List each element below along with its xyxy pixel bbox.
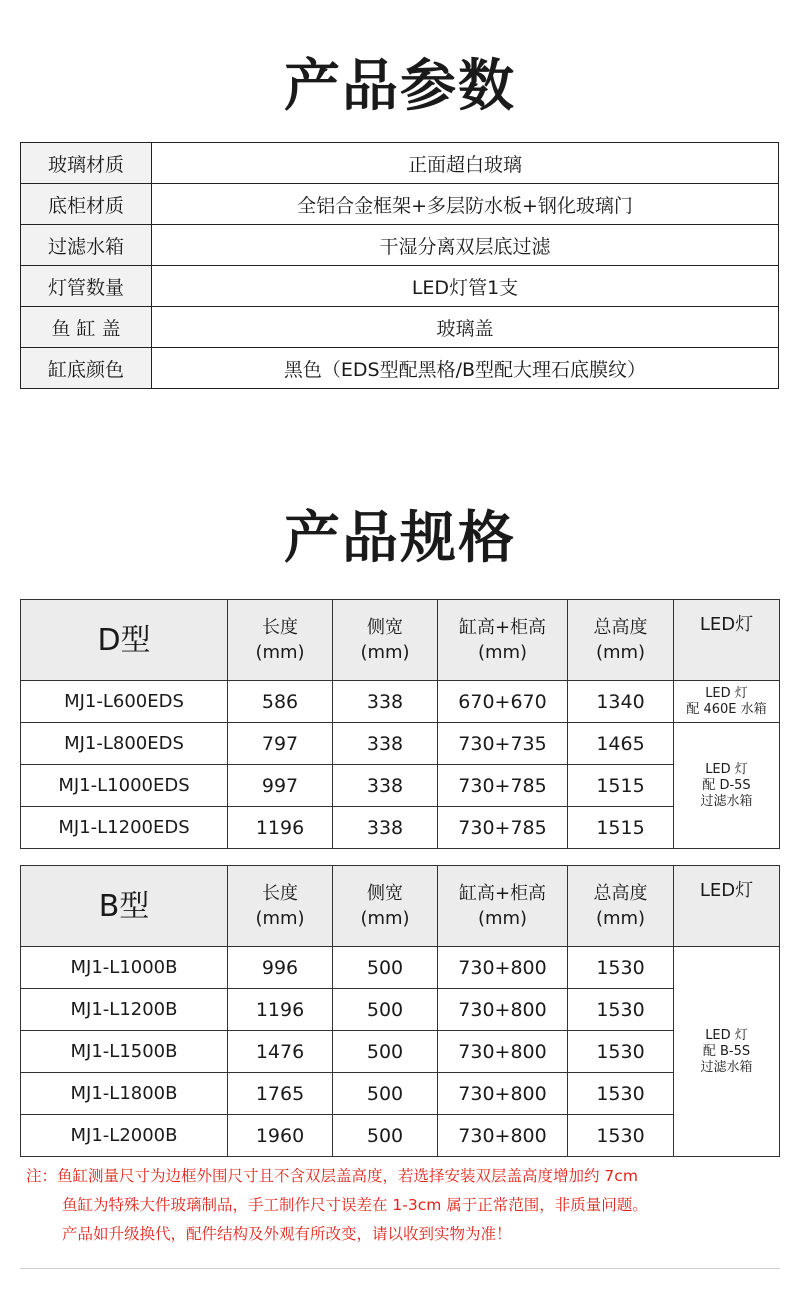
type-heading: D型: [21, 600, 228, 681]
spec-row: [21, 1115, 780, 1157]
led-note-line: 配 D-5S: [702, 777, 751, 793]
param-value: 干湿分离双层底过滤: [152, 225, 779, 266]
param-label: 底柜材质: [21, 184, 152, 225]
led-note: [674, 947, 780, 1157]
cell-width: 338: [333, 681, 438, 723]
cell-model: MJ1-L1800B: [21, 1073, 228, 1115]
param-label: 过滤水箱: [21, 225, 152, 266]
led-note-line: 配 B-5S: [702, 1043, 751, 1059]
cell-total: 1515: [568, 765, 674, 807]
cell-width: 338: [333, 723, 438, 765]
cell-total: 1515: [568, 807, 674, 849]
height-header: [438, 866, 568, 947]
cell-height: 730+800: [438, 1031, 568, 1073]
cell-width: 500: [333, 1031, 438, 1073]
specs-title: 产品规格: [284, 506, 516, 571]
width-header: [333, 600, 438, 681]
cell-total: 1530: [568, 1073, 674, 1115]
height-header-unit: (mm): [477, 908, 528, 929]
led-note: [674, 681, 780, 723]
led-note-line: 过滤水箱: [700, 793, 753, 809]
height-header-name: 缸高+柜高: [458, 883, 547, 904]
cell-total: 1530: [568, 989, 674, 1031]
param-row: [21, 307, 779, 348]
cell-width: 500: [333, 947, 438, 989]
note-line-2: 鱼缸为特殊大件玻璃制品，手工制作尺寸误差在 1-3cm 属于正常范围，非质量问题。: [62, 1196, 648, 1214]
spec-row: [21, 681, 780, 723]
cell-total: 1530: [568, 1031, 674, 1073]
cell-model: MJ1-L600EDS: [21, 681, 228, 723]
height-header: [438, 600, 568, 681]
spec-row: [21, 723, 780, 765]
led-note-line: LED 灯: [705, 685, 748, 701]
cell-total: 1530: [568, 1115, 674, 1157]
total-header: [568, 866, 674, 947]
led-note-line: 过滤水箱: [700, 1059, 753, 1075]
param-row: [21, 348, 779, 389]
width-header-unit: (mm): [360, 908, 410, 929]
cell-model: MJ1-L1200B: [21, 989, 228, 1031]
total-header: [568, 600, 674, 681]
total-header-unit: (mm): [595, 642, 646, 663]
spec-row: [21, 1031, 780, 1073]
cell-length: 997: [228, 765, 333, 807]
cell-height: 670+670: [438, 681, 568, 723]
spec-row: [21, 947, 780, 989]
param-row: [21, 143, 779, 184]
param-label: 灯管数量: [21, 266, 152, 307]
spec-table-b: [20, 865, 780, 1157]
param-value: 黑色（EDS型配黑格/B型配大理石底膜纹）: [152, 348, 779, 389]
height-header-name: 缸高+柜高: [458, 617, 547, 638]
cell-width: 500: [333, 1115, 438, 1157]
led-note-line: LED 灯: [705, 761, 748, 777]
cell-height: 730+785: [438, 807, 568, 849]
param-row: [21, 225, 779, 266]
param-value: LED灯管1支: [152, 266, 779, 307]
notes: [26, 1162, 786, 1249]
param-label: 鱼 缸 盖: [21, 307, 152, 348]
cell-model: MJ1-L800EDS: [21, 723, 228, 765]
width-header-name: 侧宽: [367, 883, 403, 904]
width-header: [333, 866, 438, 947]
length-header-unit: (mm): [255, 908, 305, 929]
cell-model: MJ1-L1200EDS: [21, 807, 228, 849]
params-title: 产品参数: [284, 54, 516, 119]
cell-height: 730+800: [438, 1115, 568, 1157]
length-header-unit: (mm): [255, 642, 305, 663]
params-table: [20, 142, 779, 389]
cell-length: 1960: [228, 1115, 333, 1157]
cell-total: 1530: [568, 947, 674, 989]
cell-length: 1196: [228, 807, 333, 849]
led-header: LED灯: [674, 600, 780, 681]
spec-row: [21, 765, 780, 807]
led-note-line: LED 灯: [705, 1027, 748, 1043]
height-header-unit: (mm): [477, 642, 528, 663]
spec-row: [21, 807, 780, 849]
param-value: 玻璃盖: [152, 307, 779, 348]
cell-length: 1765: [228, 1073, 333, 1115]
width-header-name: 侧宽: [367, 617, 403, 638]
cell-height: 730+800: [438, 1073, 568, 1115]
spec-table-d: [20, 599, 780, 849]
cell-height: 730+735: [438, 723, 568, 765]
note-line-3: 产品如升级换代，配件结构及外观有所改变，请以收到实物为准！: [62, 1225, 512, 1243]
length-header-name: 长度: [262, 883, 298, 904]
cell-height: 730+800: [438, 989, 568, 1031]
cell-length: 1196: [228, 989, 333, 1031]
length-header: [228, 866, 333, 947]
spec-row: [21, 989, 780, 1031]
note-line-1: 注：鱼缸测量尺寸为边框外围尺寸且不含双层盖高度，若选择安装双层盖高度增加约 7cm: [26, 1167, 638, 1185]
cell-width: 500: [333, 1073, 438, 1115]
length-header: [228, 600, 333, 681]
led-header: LED灯: [674, 866, 780, 947]
bottom-divider: [20, 1268, 780, 1269]
cell-model: MJ1-L1500B: [21, 1031, 228, 1073]
cell-total: 1340: [568, 681, 674, 723]
param-row: [21, 266, 779, 307]
total-header-name: 总高度: [593, 617, 648, 638]
cell-height: 730+785: [438, 765, 568, 807]
param-value: 正面超白玻璃: [152, 143, 779, 184]
param-row: [21, 184, 779, 225]
cell-height: 730+800: [438, 947, 568, 989]
total-header-name: 总高度: [593, 883, 648, 904]
cell-length: 797: [228, 723, 333, 765]
param-value: 全铝合金框架+多层防水板+钢化玻璃门: [152, 184, 779, 225]
cell-length: 1476: [228, 1031, 333, 1073]
total-header-unit: (mm): [595, 908, 646, 929]
cell-width: 500: [333, 989, 438, 1031]
param-label: 缸底颜色: [21, 348, 152, 389]
cell-length: 586: [228, 681, 333, 723]
param-label: 玻璃材质: [21, 143, 152, 184]
cell-length: 996: [228, 947, 333, 989]
length-header-name: 长度: [262, 617, 298, 638]
width-header-unit: (mm): [360, 642, 410, 663]
cell-model: MJ1-L1000EDS: [21, 765, 228, 807]
led-note-line: 配 460E 水箱: [686, 701, 767, 717]
cell-model: MJ1-L1000B: [21, 947, 228, 989]
type-heading: B型: [21, 866, 228, 947]
cell-total: 1465: [568, 723, 674, 765]
spec-row: [21, 1073, 780, 1115]
cell-width: 338: [333, 765, 438, 807]
cell-width: 338: [333, 807, 438, 849]
led-note: [674, 723, 780, 849]
cell-model: MJ1-L2000B: [21, 1115, 228, 1157]
